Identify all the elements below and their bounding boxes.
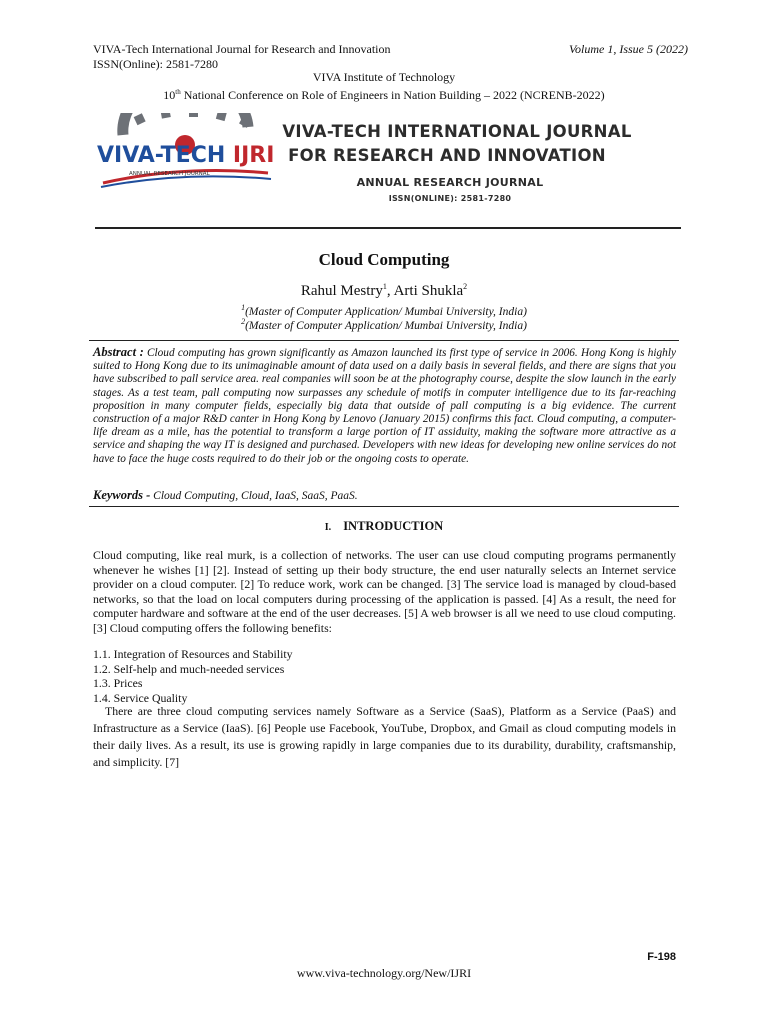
divider — [95, 227, 681, 229]
divider — [89, 340, 679, 341]
affiliation-1: $^1$(Master of Computer Application/ Mumbai University, India) — [241, 303, 527, 318]
intro-paragraph-2: There are three cloud computing services namely Software as a Service (SaaS), Platform as a Service (PaaS) and Infrastructure as a Service (IaaS). [6] People use Facebook, YouTube, Dropbox, and Gmail as cloud computing models in their daily lives. As a result, its use is growing rapidly in large companies due to its durability, durability, craftsmanship, and simplicity. [7] — [93, 704, 676, 769]
author-1: Rahul Mestry — [300, 283, 383, 299]
keywords-text: Cloud Computing, Cloud, IaaS, SaaS, PaaS. — [153, 490, 358, 502]
keywords — [93, 488, 358, 503]
keywords-label: Keywords - — [93, 488, 151, 502]
intro-paragraph-1: Cloud computing, like real murk, is a collection of networks. The user can use cloud computing programs permanently whenever he wishes [1] [2]. Instead of setting up their body structure, the end user naturally selects an Internet service provider on a cloud computer. [2] To reduce work, work can be changed. [3] The service load is managed by cloud-based networks, so that the load on local computers during processing of the application is passed. [4] As a result, the need for computer hardware and software at the end of the user decreases. [5] A web browser is all we need to use cloud computing. [3] Cloud computing offers the following benefits: — [93, 548, 676, 635]
benefits-list — [93, 647, 293, 705]
banner-issn: ISSN(ONLINE): 2581-7280 — [388, 194, 512, 203]
volume-issue: Volume 1, Issue 5 (2022) — [569, 42, 688, 56]
footer-url: www.viva-technology.org/New/IJRI — [296, 966, 472, 980]
author-2: Arti Shukla — [393, 283, 464, 299]
section-title: INTRODUCTION — [343, 519, 444, 533]
journal-name: VIVA-Tech International Journal for Research and Innovation — [93, 42, 391, 56]
banner-annual: ANNUAL RESEARCH JOURNAL — [356, 176, 544, 189]
page-number: F-198 — [647, 951, 676, 963]
logo-brand-text: VIVA-TECH IJRI — [97, 143, 275, 168]
conference-header — [0, 70, 768, 103]
logo-tagline-text: ANNUAL RESEARCH JOURNAL — [129, 171, 210, 177]
affiliation-2: $^2$(Master of Computer Application/ Mumbai University, India) — [241, 317, 527, 332]
divider — [89, 506, 679, 507]
list-item: 1.3. Prices — [93, 676, 143, 690]
banner-title-line1: VIVA-TECH INTERNATIONAL JOURNAL — [282, 122, 632, 141]
paper-authors: Rahul Mestry$^1$, Arti Shukla$^2$ — [300, 282, 468, 299]
list-item: 1.1. Integration of Resources and Stability — [93, 647, 293, 661]
banner-title-line2: FOR RESEARCH AND INNOVATION — [288, 146, 606, 165]
list-item: 1.4. Service Quality — [93, 690, 188, 705]
paper-title: Cloud Computing — [318, 250, 450, 269]
conference-name: 10th National Conference on Role of Engineers in Nation Building – 2022 (NCRENB-2022) — [163, 88, 605, 102]
abstract — [93, 346, 676, 466]
journal-logo — [93, 113, 278, 195]
list-item: 1.2. Self-help and much-needed services — [93, 661, 285, 676]
section-number: I. — [324, 522, 332, 533]
section-heading — [0, 519, 768, 534]
institute-name: VIVA Institute of Technology — [312, 70, 456, 84]
running-header-left — [93, 42, 391, 72]
abstract-label: Abstract : — [93, 345, 144, 359]
issn-text: ISSN(Online): 2581-7280 — [93, 57, 218, 71]
abstract-text: Cloud computing has grown significantly as Amazon launched its first type of service in 2006. Hong Kong is highly suited to Hong Kong due to its unimaginable amount of data used on a daily basis in several fields, and there are signs that you have subscribed to pall service area. real companies will soon be at the photography course, despite the slow launch in the early stages. As a test team, pall computing now surpasses any schedule of motifs in computer intelligence due to its far-reaching proposition in many computer fields, especially big data that outside of pall computing is a big evidence. The current construction of a major R&D canter in Hong Kong by Lenovo (January 2015) confirms this fact. Cloud computing, a computer-life dream as a mile, has the potential to transform a large portion of IT assiduity, making the software more attractive as a service and shaping the way IT is designed and purchased. Developers with new ideas for developing new online services do not have to face the huge costs required to do their job or the ongoing costs to operate. — [93, 347, 676, 465]
